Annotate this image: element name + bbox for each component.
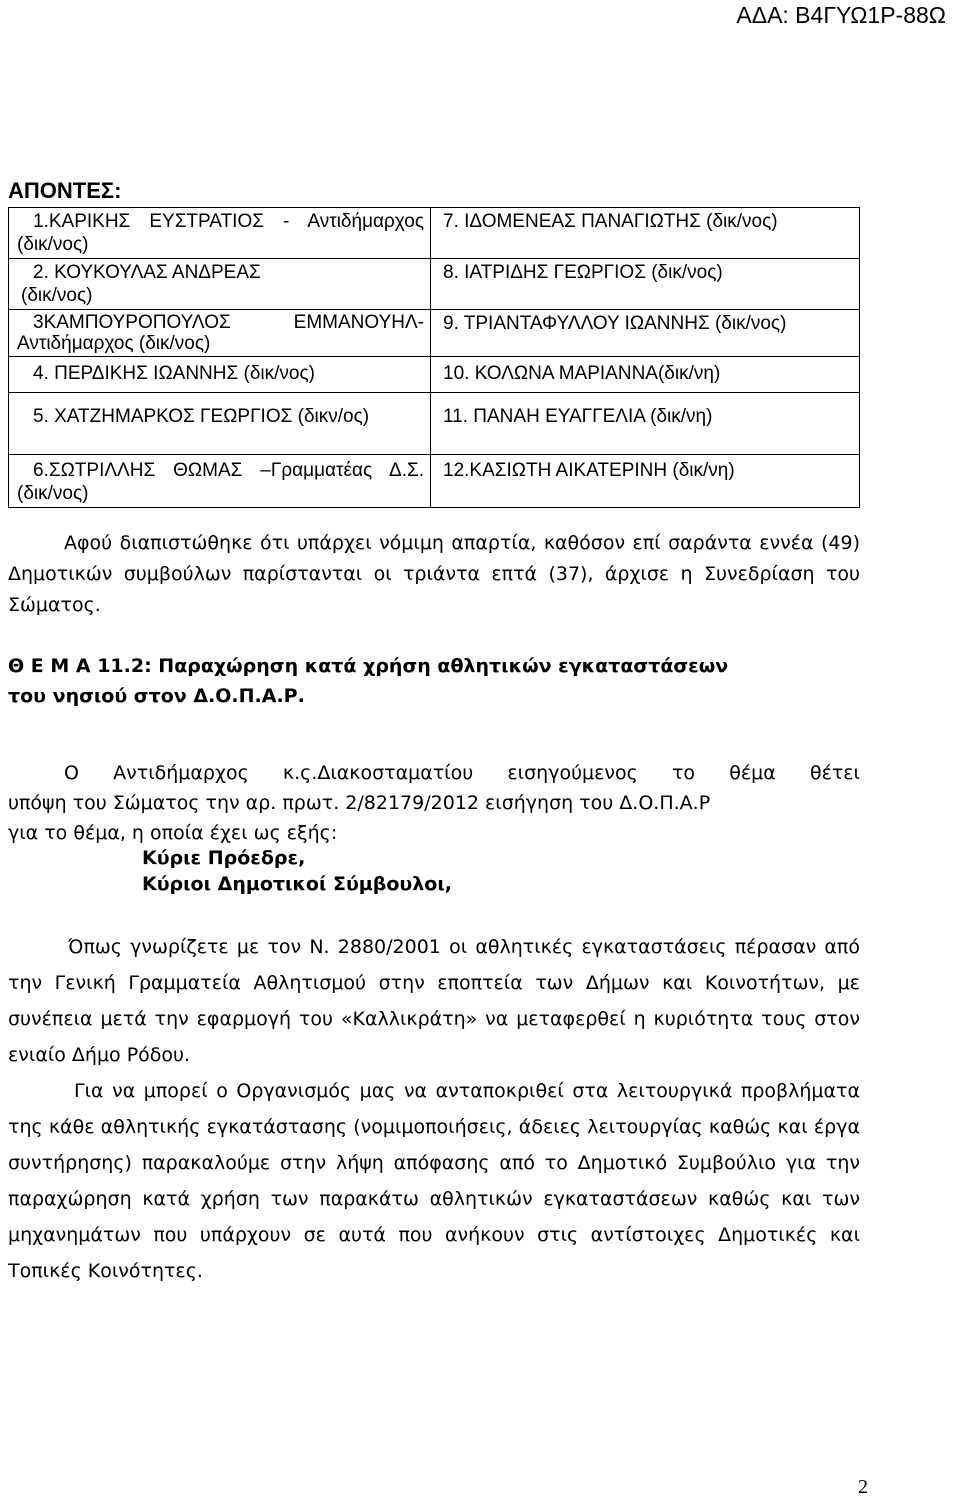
intro-line-2: υπόψη του Σώματος την αρ. πρωτ. 2/82179/2012 εισήγηση του Δ.Ο.Π.Α.Ρ — [8, 792, 711, 814]
salutation-2: Κύριοι Δημοτικοί Σύμβουλοι, — [142, 873, 452, 895]
table-row — [9, 357, 860, 393]
absent-member-cell: 6.ΣΩΤΡΙΛΛΗΣ ΘΩΜΑΣ –Γραμματέας Δ.Σ. (δικ/νος) — [9, 455, 431, 508]
table-row — [9, 310, 860, 357]
quorum-paragraph: Αφού διαπιστώθηκε ότι υπάρχει νόμιμη απαρτία, καθόσον επί σαράντα εννέα (49) Δημοτικών συμβούλων παρίστανται οι τριάντα επτά (37), άρχισε η Συνεδρίαση του Σώματος. — [8, 532, 860, 616]
absent-heading: ΑΠΟΝΤΕΣ: — [8, 178, 122, 203]
table-row — [9, 208, 860, 259]
salutation-1: Κύριε Πρόεδρε, — [142, 847, 306, 869]
table-row — [9, 259, 860, 310]
table-row — [9, 393, 860, 455]
absent-member-cell: 4. ΠΕΡΔΙΚΗΣ ΙΩΑΝΝΗΣ (δικ/νος) — [9, 357, 431, 393]
page-number: 2 — [858, 1476, 868, 1498]
absent-member-cell: 10. ΚΟΛΩΝΑ ΜΑΡΙΑΝΝΑ(δικ/νη) — [431, 357, 860, 393]
absent-member-cell: 1.ΚΑΡΙΚΗΣ ΕΥΣΤΡΑΤΙΟΣ - Αντιδήμαρχος (δικ/νος) — [9, 208, 431, 259]
ada-code: ΑΔΑ: Β4ΓΥΩ1Ρ-88Ω — [736, 2, 946, 28]
absent-member-cell: 5. ΧΑΤΖΗΜΑΡΚΟΣ ΓΕΩΡΓΙΟΣ (δικν/ος) — [9, 393, 431, 455]
absent-member-cell: 9. ΤΡΙΑΝΤΑΦΥΛΛΟΥ ΙΩΑΝΝΗΣ (δικ/νος) — [431, 310, 860, 357]
theme-title-line-1: Θ Ε Μ Α 11.2: Παραχώρηση κατά χρήση αθλητικών εγκαταστάσεων — [8, 655, 729, 677]
absent-member-cell: 3ΚΑΜΠΟΥΡΟΠΟΥΛΟΣ ΕΜΜΑΝΟΥΗΛ- Αντιδήμαρχος (δικ/νος) — [9, 310, 431, 357]
theme-title-line-2: του νησιού στον Δ.Ο.Π.Α.Ρ. — [8, 685, 305, 707]
body-paragraph-1: Όπως γνωρίζετε με τον Ν. 2880/2001 οι αθλητικές εγκαταστάσεις πέρασαν από την Γενική Γραμματεία Αθλητισμού στην εποπτεία των Δήμων και Κοινοτήτων, με συνέπεια μετά την εφαρμογή του «Καλλικράτη» να μεταφερθεί η κυριότητα τους στον ενιαίο Δήμο Ρόδου. — [8, 936, 860, 1066]
absent-member-cell: 8. ΙΑΤΡΙΔΗΣ ΓΕΩΡΓΙΟΣ (δικ/νος) — [431, 259, 860, 310]
intro-line-3: για το θέμα, η οποία έχει ως εξής: — [8, 822, 338, 844]
body-paragraph-2: Για να μπορεί ο Οργανισμός μας να ανταποκριθεί στα λειτουργικά προβλήματα της κάθε αθλητικής εγκατάστασης (νομιμοποιήσεις, άδειες λειτουργίας καθώς και έργα συντήρησης) παρακαλούμε στην λήψη απόφασης από το Δημοτικό Συμβούλιο για την παραχώρηση κατά χρήση των παρακάτω αθλητικών εγκαταστάσεων καθώς και των μηχανημάτων που υπάρχουν σε αυτά που ανήκουν στις αντίστοιχες Δημοτικές και Τοπικές Κοινότητες. — [8, 1080, 860, 1282]
absent-member-cell: 12.ΚΑΣΙΩΤΗ ΑΙΚΑΤΕΡΙΝΗ (δικ/νη) — [431, 455, 860, 508]
table-row — [9, 455, 860, 508]
absent-members-table — [8, 207, 860, 508]
absent-member-cell: 2. ΚΟΥΚΟΥΛΑΣ ΑΝΔΡΕΑΣ (δικ/νος) — [9, 259, 431, 310]
absent-member-cell: 7. ΙΔΟΜΕΝΕΑΣ ΠΑΝΑΓΙΩΤΗΣ (δικ/νος) — [431, 208, 860, 259]
intro-line-1: Ο Αντιδήμαρχος κ.ς.Διακοσταματίου εισηγούμενος το θέμα θέτει — [64, 762, 860, 784]
absent-member-cell: 11. ΠΑΝΑΗ ΕΥΑΓΓΕΛΙΑ (δικ/νη) — [431, 393, 860, 455]
